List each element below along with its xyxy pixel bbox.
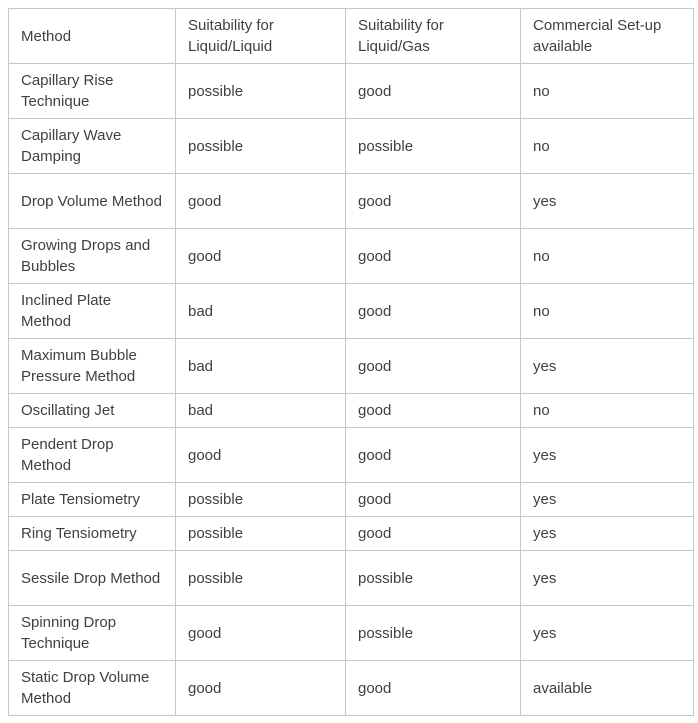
column-header-method: Method	[9, 9, 176, 64]
method-cell: Maximum Bubble Pressure Method	[9, 339, 176, 394]
table-row	[9, 394, 694, 428]
commercial-cell: yes	[521, 551, 694, 606]
liquid-gas-cell: good	[346, 64, 521, 119]
commercial-cell: no	[521, 64, 694, 119]
table-row	[9, 483, 694, 517]
commercial-cell: no	[521, 229, 694, 284]
commercial-cell: no	[521, 284, 694, 339]
liquid-gas-cell: possible	[346, 119, 521, 174]
header-row	[9, 9, 694, 64]
liquid-liquid-cell: possible	[176, 483, 346, 517]
column-header-commercial: Commercial Set-up available	[521, 9, 694, 64]
commercial-cell: yes	[521, 428, 694, 483]
liquid-liquid-cell: possible	[176, 551, 346, 606]
commercial-cell: yes	[521, 606, 694, 661]
table-body	[9, 64, 694, 716]
column-header-liquid-gas: Suitability for Liquid/Gas	[346, 9, 521, 64]
table-header	[9, 9, 694, 64]
liquid-gas-cell: good	[346, 517, 521, 551]
method-cell: Plate Tensiometry	[9, 483, 176, 517]
liquid-gas-cell: good	[346, 339, 521, 394]
commercial-cell: yes	[521, 174, 694, 229]
liquid-gas-cell: good	[346, 284, 521, 339]
method-cell: Spinning Drop Technique	[9, 606, 176, 661]
liquid-liquid-cell: good	[176, 229, 346, 284]
liquid-gas-cell: possible	[346, 606, 521, 661]
method-cell: Oscillating Jet	[9, 394, 176, 428]
method-cell: Static Drop Volume Method	[9, 661, 176, 716]
liquid-gas-cell: good	[346, 483, 521, 517]
liquid-liquid-cell: possible	[176, 64, 346, 119]
liquid-gas-cell: good	[346, 394, 521, 428]
table-row	[9, 661, 694, 716]
liquid-gas-cell: good	[346, 229, 521, 284]
method-cell: Drop Volume Method	[9, 174, 176, 229]
table-row	[9, 229, 694, 284]
liquid-gas-cell: good	[346, 661, 521, 716]
liquid-liquid-cell: possible	[176, 119, 346, 174]
liquid-liquid-cell: good	[176, 606, 346, 661]
commercial-cell: yes	[521, 339, 694, 394]
table-row	[9, 119, 694, 174]
methods-comparison-table	[8, 8, 694, 716]
table-row	[9, 174, 694, 229]
table-row	[9, 551, 694, 606]
liquid-gas-cell: good	[346, 174, 521, 229]
table-row	[9, 517, 694, 551]
commercial-cell: no	[521, 394, 694, 428]
table-row	[9, 339, 694, 394]
method-cell: Ring Tensiometry	[9, 517, 176, 551]
method-cell: Capillary Rise Technique	[9, 64, 176, 119]
table-row	[9, 64, 694, 119]
liquid-liquid-cell: good	[176, 428, 346, 483]
liquid-liquid-cell: possible	[176, 517, 346, 551]
liquid-liquid-cell: bad	[176, 339, 346, 394]
commercial-cell: yes	[521, 517, 694, 551]
table-row	[9, 428, 694, 483]
commercial-cell: no	[521, 119, 694, 174]
column-header-liquid-liquid: Suitability for Liquid/Liquid	[176, 9, 346, 64]
liquid-gas-cell: possible	[346, 551, 521, 606]
method-cell: Inclined Plate Method	[9, 284, 176, 339]
commercial-cell: available	[521, 661, 694, 716]
method-cell: Capillary Wave Damping	[9, 119, 176, 174]
commercial-cell: yes	[521, 483, 694, 517]
liquid-liquid-cell: good	[176, 661, 346, 716]
liquid-gas-cell: good	[346, 428, 521, 483]
liquid-liquid-cell: bad	[176, 284, 346, 339]
liquid-liquid-cell: good	[176, 174, 346, 229]
method-cell: Pendent Drop Method	[9, 428, 176, 483]
method-cell: Growing Drops and Bubbles	[9, 229, 176, 284]
liquid-liquid-cell: bad	[176, 394, 346, 428]
method-cell: Sessile Drop Method	[9, 551, 176, 606]
table-row	[9, 606, 694, 661]
table-row	[9, 284, 694, 339]
